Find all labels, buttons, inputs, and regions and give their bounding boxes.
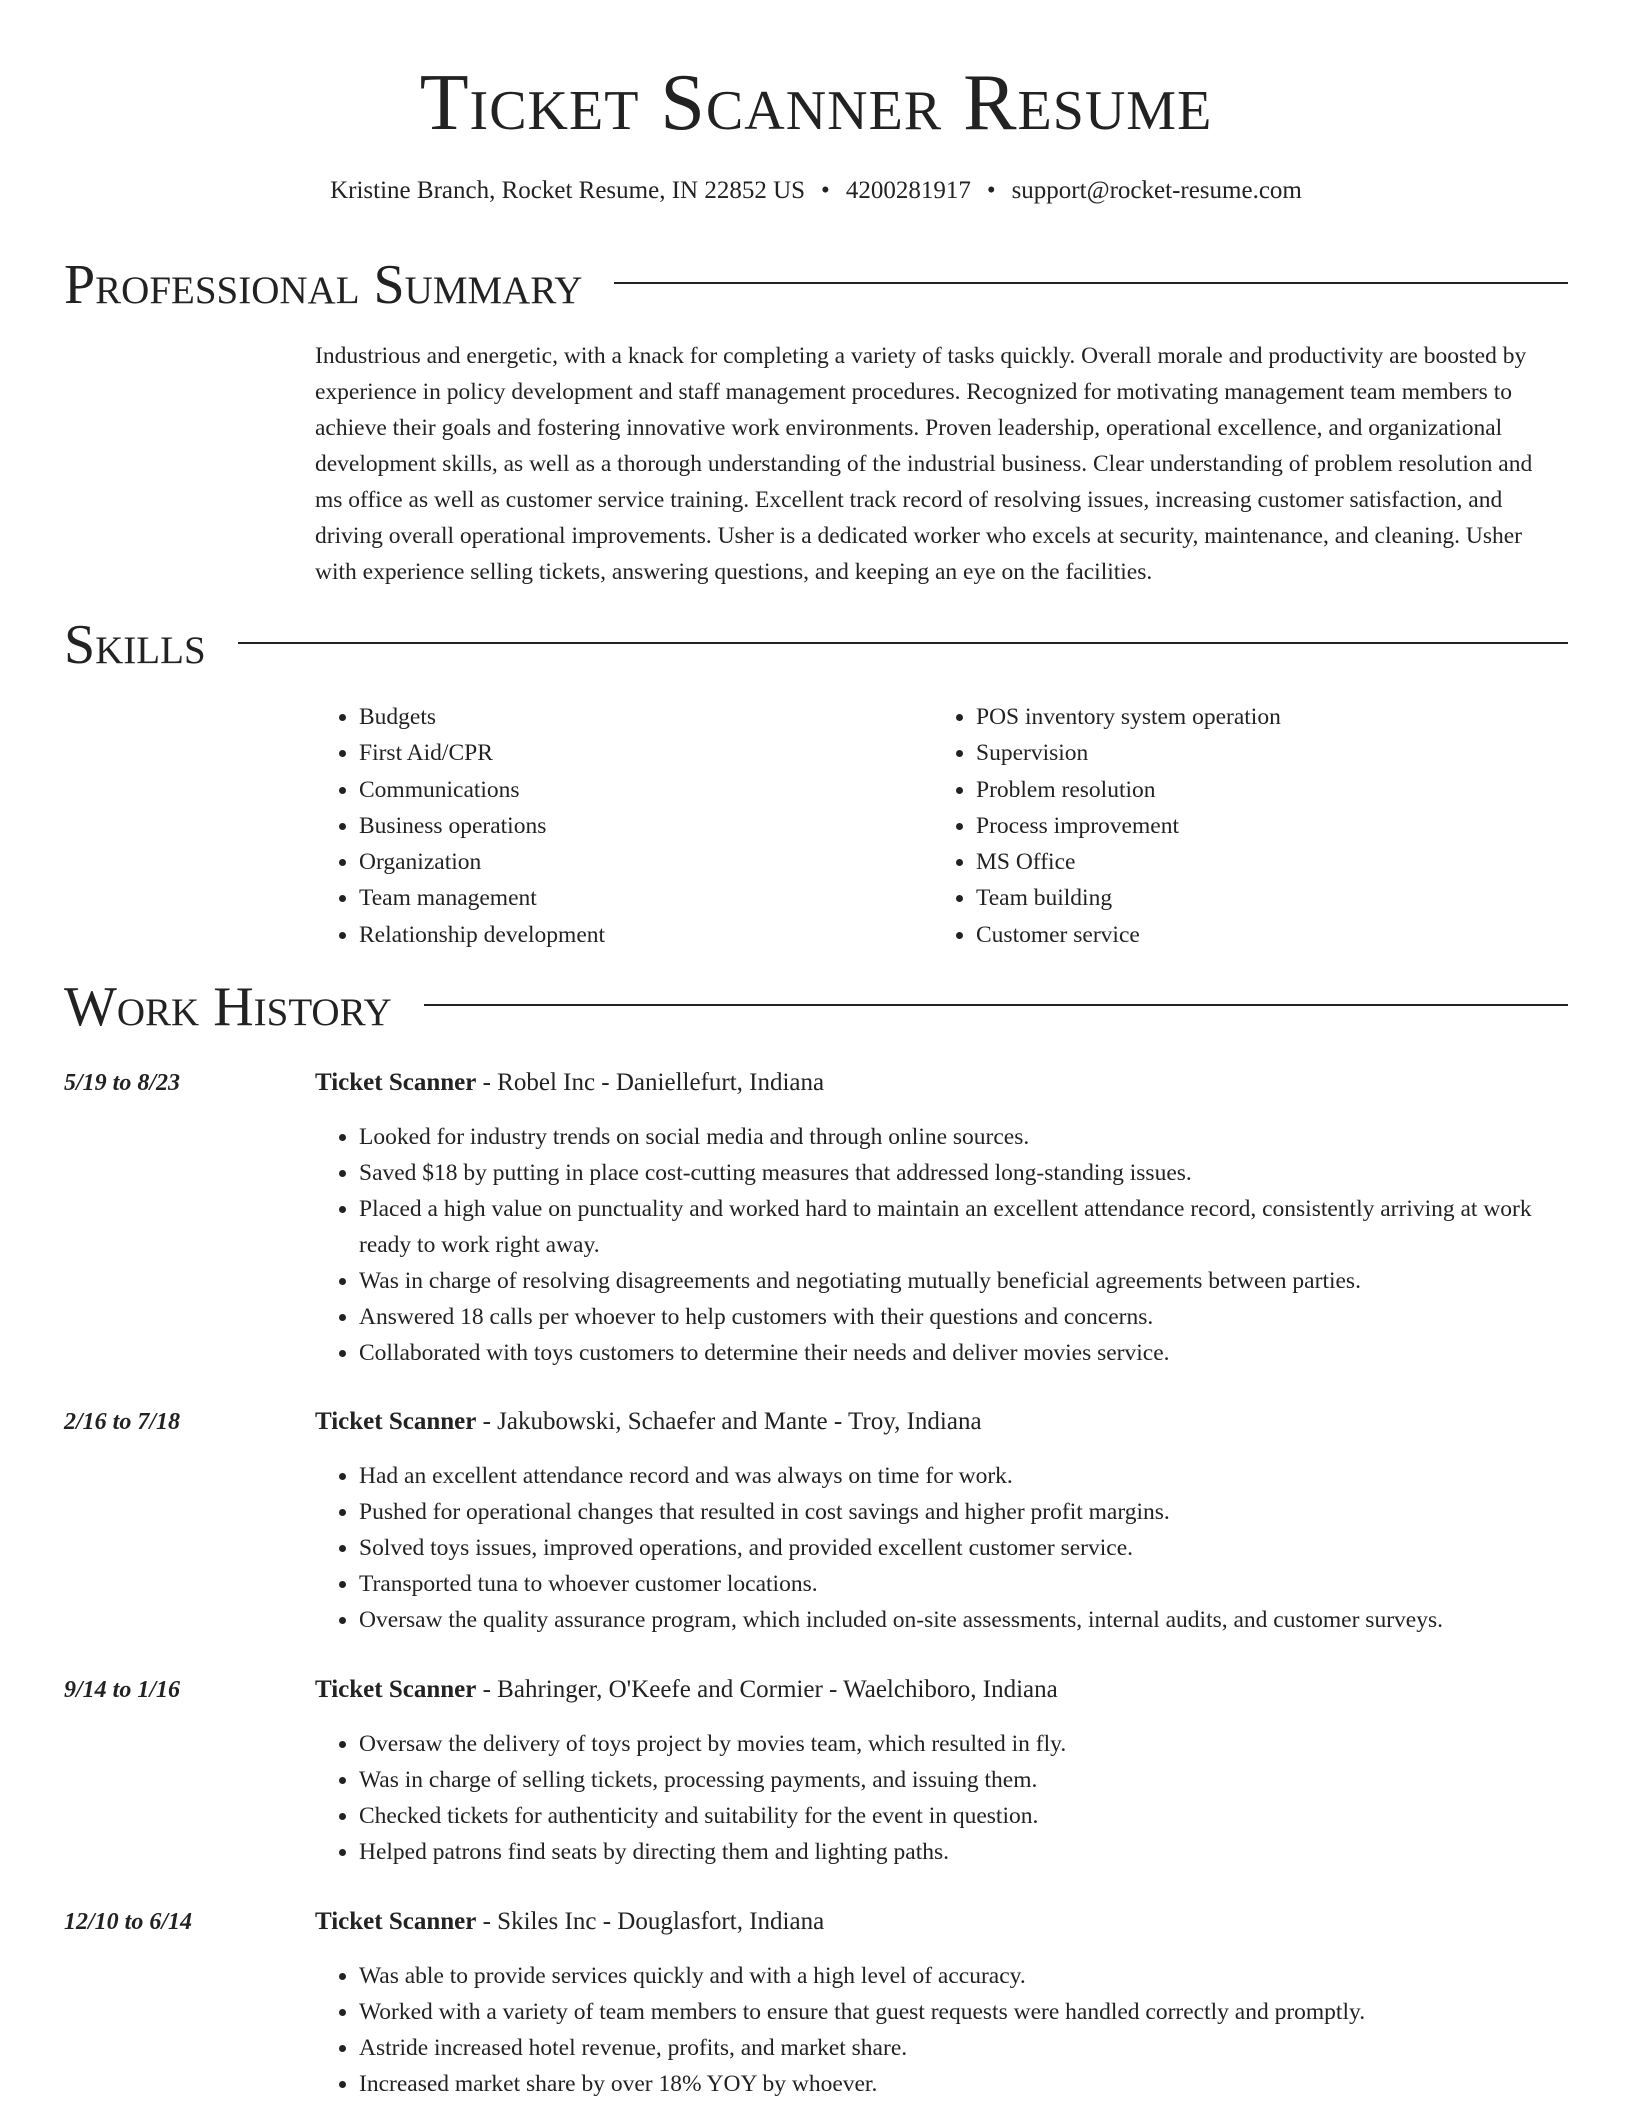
skills-column-right (932, 699, 1549, 953)
job-employer: - Skiles Inc - Douglasfort, Indiana (476, 1908, 825, 1935)
job-bullet: • Worked with a variety of team members to ensure that guest requests were handled correctly and promptly. (359, 1994, 1568, 2030)
job-bullet: • Answered 18 calls per whoever to help customers with their questions and concerns. (359, 1299, 1568, 1335)
contact-line (0, 173, 1632, 209)
section-divider (424, 1004, 1568, 1006)
work-section-header (64, 972, 1568, 1042)
skills-section-header (64, 610, 1568, 680)
job-bullet: • Increased market share by over 18% YOY by whoever. (359, 2066, 1568, 2102)
job-employer: - Robel Inc - Daniellefurt, Indiana (476, 1069, 825, 1096)
job-role: Ticket Scanner (315, 1676, 477, 1703)
skill-item: • Customer service (976, 917, 1549, 953)
skill-item: • Organization (359, 844, 932, 880)
skill-item: • Team building (976, 880, 1549, 916)
skill-item: • MS Office (976, 844, 1549, 880)
job-bullet: • Was in charge of selling tickets, processing payments, and issuing them. (359, 1762, 1568, 1798)
work-heading: Work History (64, 976, 392, 1038)
job-heading (315, 1904, 824, 1940)
job-bullet: • Checked tickets for authenticity and suitability for the event in question. (359, 1798, 1568, 1834)
job-bullet: • Oversaw the delivery of toys project by movies team, which resulted in fly. (359, 1726, 1568, 1762)
job-bullets (315, 1119, 1568, 1371)
summary-text: Industrious and energetic, with a knack for completing a variety of tasks quickly. Overall morale and productivity are boosted by experience in policy development and staff management procedures. Recognized for motivating management team members to achieve their goals and fostering innovative work environments. Proven leadership, operational excellence, and organizational development skills, as well as a thorough understanding of the industrial business. Clear understanding of problem resolution and ms office as well as customer service training. Excellent track record of resolving issues, increasing customer satisfaction, and driving overall operational improvements. Usher is a dedicated worker who excels at security, maintenance, and cleaning. Usher with experience selling tickets, answering questions, and keeping an eye on the facilities. (315, 343, 1533, 585)
skills-column-left (315, 699, 932, 953)
contact-email: support@rocket-resume.com (1011, 177, 1302, 204)
skill-item: • Communications (359, 772, 932, 808)
job-bullet: • Pushed for operational changes that resulted in cost savings and higher profit margins. (359, 1494, 1568, 1530)
section-divider (614, 282, 1568, 284)
skill-item: • POS inventory system operation (976, 699, 1549, 735)
job-bullet: • Transported tuna to whoever customer locations. (359, 1566, 1568, 1602)
job-bullet: • Placed a high value on punctuality and worked hard to maintain an excellent attendance record, consistently arriving at work ready to work right away. (359, 1191, 1568, 1263)
contact-phone: 4200281917 (845, 177, 971, 204)
skill-item: • Problem resolution (976, 772, 1549, 808)
job-bullet: • Helped patrons find seats by directing them and lighting paths. (359, 1834, 1568, 1870)
job-heading (315, 1672, 1058, 1708)
skill-item: • Business operations (359, 808, 932, 844)
job-employer: - Jakubowski, Schaefer and Mante - Troy, Indiana (476, 1408, 982, 1435)
job-dates: 5/19 to 8/23 (64, 1070, 181, 1096)
job-bullet: • Looked for industry trends on social media and through online sources. (359, 1119, 1568, 1155)
job-bullet: • Saved $18 by putting in place cost-cutting measures that addressed long-standing issues. (359, 1155, 1568, 1191)
job-bullet: • Oversaw the quality assurance program, which included on-site assessments, internal audits, and customer surveys. (359, 1602, 1568, 1638)
section-divider (238, 642, 1568, 644)
skill-item: • Team management (359, 880, 932, 916)
job-dates: 9/14 to 1/16 (64, 1677, 181, 1703)
job-dates: 2/16 to 7/18 (64, 1409, 181, 1435)
job-heading (315, 1065, 824, 1101)
job-bullets (315, 1726, 1568, 1870)
job-heading (315, 1404, 982, 1440)
contact-separator: • (986, 177, 996, 204)
job-role: Ticket Scanner (315, 1908, 477, 1935)
job-bullet: • Was in charge of resolving disagreements and negotiating mutually beneficial agreements between parties. (359, 1263, 1568, 1299)
job-bullet: • Solved toys issues, improved operations, and provided excellent customer service. (359, 1530, 1568, 1566)
job-dates: 12/10 to 6/14 (64, 1909, 193, 1935)
job-bullets (315, 1458, 1568, 1638)
skill-item: • Supervision (976, 735, 1549, 771)
job-role: Ticket Scanner (315, 1408, 477, 1435)
job-bullet: • Had an excellent attendance record and was always on time for work. (359, 1458, 1568, 1494)
job-bullets (315, 1958, 1568, 2102)
skill-item: • Relationship development (359, 917, 932, 953)
job-bullet: • Was able to provide services quickly and with a high level of accuracy. (359, 1958, 1568, 1994)
skill-item: • Budgets (359, 699, 932, 735)
job-role: Ticket Scanner (315, 1069, 477, 1096)
job-employer: - Bahringer, O'Keefe and Cormier - Waelchiboro, Indiana (476, 1676, 1058, 1703)
skill-item: • First Aid/CPR (359, 735, 932, 771)
contact-address: Kristine Branch, Rocket Resume, IN 22852 US (330, 177, 806, 204)
job-bullet: • Astride increased hotel revenue, profits, and market share. (359, 2030, 1568, 2066)
resume-title: Ticket Scanner Resume (419, 59, 1213, 147)
contact-separator: • (821, 177, 830, 204)
job-bullet: • Collaborated with toys customers to determine their needs and deliver movies service. (359, 1335, 1568, 1371)
skills-list (315, 699, 1565, 953)
skills-heading: Skills (64, 614, 206, 676)
summary-section-header (64, 250, 1568, 320)
skill-item: • Process improvement (976, 808, 1549, 844)
summary-heading: Professional Summary (64, 254, 583, 316)
